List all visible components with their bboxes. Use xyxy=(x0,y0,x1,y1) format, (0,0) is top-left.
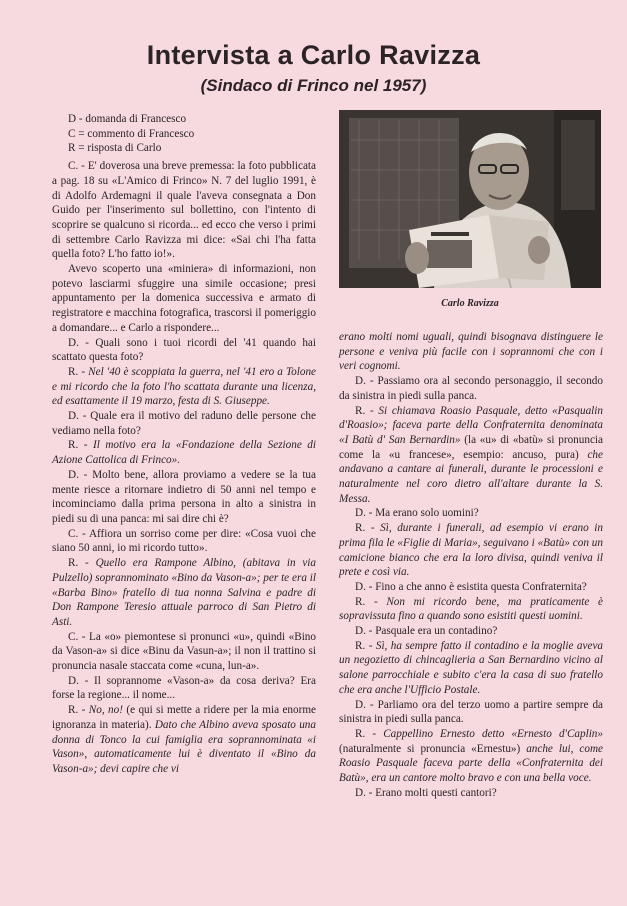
paragraph xyxy=(339,506,603,521)
paragraph-text: D. - Quale era il motivo del raduno delle persone che vediamo nella foto? xyxy=(52,410,316,437)
paragraph xyxy=(339,595,603,624)
answer-text: anche lui, come Roasio Pasquale faceva parte della «Confraternita dei Batù», era un cantore molto bravo e con una bella voce. xyxy=(339,742,603,785)
paragraph xyxy=(339,580,603,595)
paragraph-text: C. - E' doverosa una breve premessa: la foto pubblicata a pag. 18 su «L'Amico di Frinco» N. 7 del luglio 1991, è di Adolfo Ardemagni il quale l'aveva consegnata a Don Guido per l'inserimento sul bollettino, con l'intento di scoprire se qualcuno si ricorda... ed ecco che verso i primi di settembre Carlo Ravizza mi dice: «Sai chi l'ha fatta quella foto? L'ho fatto io!». xyxy=(52,160,316,261)
answer-text: No, no! xyxy=(88,704,123,717)
paragraph-text: R. - xyxy=(355,639,376,652)
paragraph-text: D. - Parliamo ora del terzo uomo a partire sempre da sinistra in piedi sulla panca. xyxy=(339,698,603,726)
answer-text: Quello era Rampone Albino, (abitava in via Pulzello) soprannominato «Bino da Vason-a»; per te era il «Barba Bino» fratello di tua nonna Salvina e padre di Don Rampone Teresio attuale parroco di San Pietro di Asti. xyxy=(52,557,316,628)
paragraph-text: R. - xyxy=(355,595,387,608)
paragraph-text: (la «u» di «batù» si pronuncia come la «u francese», esempio: ancuso, pura) xyxy=(339,433,603,461)
paragraph-text: (e qui si mette a ridere per la mia enorme ignoranza in materia). xyxy=(52,704,317,731)
paragraph-text: R. - xyxy=(68,365,89,378)
answer-text: Il motivo era la «Fondazione della Sezione di Azione Cattolica di Frinco». xyxy=(52,439,317,467)
legend xyxy=(52,112,316,156)
answer-text: Nel '40 è scoppiata la guerra, nel '41 ero a Tolone e mi ricordo che la foto l'ho scattata durante una licenza, ed esattamente il 19 marzo, festa di S. Giuseppe. xyxy=(52,365,316,408)
paragraph-text: D. - Pasquale era un contadino? xyxy=(355,625,498,638)
answer-text: Sì, ha sempre fatto il contadino e la moglie aveva un negozietto di chincaglieria a San Bernardino vicino al salone parrocchiale e subito c'era la casa di suo fratello che era anche l'Ufficio Postale. xyxy=(339,639,604,696)
photo-caption: Carlo Ravizza xyxy=(441,298,499,309)
paragraph xyxy=(52,468,316,527)
paragraph-text: R. - xyxy=(68,704,89,717)
paragraph xyxy=(339,330,603,374)
answer-text: erano molti nomi uguali, quindi bisognava distinguere le persone e veniva più facile con i soprannomi che con i veri cognomi. xyxy=(339,331,603,373)
paragraph xyxy=(52,365,316,409)
paragraph xyxy=(339,521,603,580)
answer-text: Si chiamava Roasio Pasquale, detto «Pasqualin d'Roasio»; faceva parte della Confraternita denominata «I Batù d' San Bernardin» xyxy=(339,404,603,446)
paragraph-text: R. - xyxy=(355,522,381,535)
paragraph xyxy=(339,639,603,698)
legend-item: C = commento di Francesco xyxy=(68,127,195,140)
paragraph xyxy=(339,404,603,507)
paragraph-text: (naturalmente si pronuncia «Ernestu») xyxy=(339,742,527,755)
left-paragraphs xyxy=(52,159,316,777)
paragraph xyxy=(52,409,316,438)
paragraph xyxy=(339,624,603,639)
answer-text: Non mi ricordo bene, ma praticamente è sopravissuta fino a quando sono esistiti questi uomini. xyxy=(339,595,603,623)
legend-item: R = risposta di Carlo xyxy=(68,142,162,155)
paragraph-text: R. - xyxy=(68,557,96,570)
article-subtitle: (Sindaco di Frinco nel 1957) xyxy=(200,76,427,95)
paragraph-text: D. - Ma erano solo uomini? xyxy=(355,507,479,520)
paragraph xyxy=(52,159,316,262)
paragraph-text: C. - La «o» piemontese si pronunci «u», quindi «Bino da Vason-a» si dice «Binu da Vasun-a»; il non il trattino si pronuncia nasale staccata come «cuna, lun-a». xyxy=(52,630,316,673)
paragraph xyxy=(339,786,603,801)
paragraph xyxy=(339,374,603,403)
answer-text: Dato che Albino aveva sposato una donna di Tonco la cui famiglia era soprannominata «i Vason», automaticamente lui è diventato il «Bino da Vason-a»; devi capire che vi xyxy=(52,718,316,775)
paragraph xyxy=(52,527,316,556)
paragraph-text: D. - Erano molti questi cantori? xyxy=(355,786,497,799)
article-title: Intervista a Carlo Ravizza xyxy=(146,40,481,70)
paragraph-text: D. - Molto bene, allora proviamo a vedere se la tua mente riesce a ritornare indietro di 50 anni nel tempo e incominciamo dalla prima persona in alto a sinistra in piedi su di una panca: mi sai dire chi è? xyxy=(52,468,316,525)
paragraph-text: D. - Fino a che anno è esistita questa Confraternita? xyxy=(355,580,587,593)
right-column xyxy=(339,330,603,801)
paragraph-text: C. - Affiora un sorriso come per dire: «Cosa vuoi che siano 50 anni, io mi ricordo tutto». xyxy=(52,527,316,555)
paragraph xyxy=(52,630,316,674)
answer-text: Sì, durante i funerali, ad esempio vi erano in prima fila le «Figlie di Maria», seguivano i «Batù» con un camicione bianco che era la loro divisa, quindi veniva il prete e così via. xyxy=(339,522,604,579)
paragraph-text: R. - xyxy=(355,727,384,740)
left-column xyxy=(52,112,316,777)
paragraph xyxy=(52,262,316,336)
paragraph xyxy=(52,703,316,777)
right-paragraphs xyxy=(339,330,603,801)
paragraph-text: Avevo scoperto una «miniera» di informazioni, non potevo lasciarmi sfuggire una simile occasione; presi appuntamento per la domenica successiva e armato di registratore e macchina fotografica, trascorsi il pomeriggio a domandare... e Carlo a rispondere... xyxy=(52,263,316,334)
paragraph-text: D. - Passiamo ora al secondo personaggio, il secondo da sinistra in piedi sulla panca. xyxy=(339,375,603,402)
answer-text: che andavano a cantare ai funerali, durante le processioni e naturalmente nel coro dietro all'altare durante la S. Messa. xyxy=(339,448,603,505)
paragraph-text: R. - xyxy=(68,439,93,452)
paragraph xyxy=(52,438,316,467)
portrait-photo xyxy=(339,110,601,288)
answer-text: Cappellino Ernesto detto «Ernesto d'Caplin» xyxy=(383,727,603,740)
paragraph-text: R. - xyxy=(355,404,379,417)
paragraph-text: D. - Quali sono i tuoi ricordi del '41 quando hai scattato questa foto? xyxy=(52,336,316,364)
paragraph xyxy=(52,336,316,365)
photo-illustration xyxy=(339,110,601,288)
legend-item: D - domanda di Francesco xyxy=(68,113,187,125)
paragraph xyxy=(52,674,316,703)
paragraph xyxy=(339,698,603,727)
paragraph xyxy=(52,556,316,630)
paragraph xyxy=(339,727,603,786)
paragraph-text: D. - Il soprannome «Vason-a» da cosa deriva? Era forse la regione... il nome... xyxy=(52,674,316,702)
